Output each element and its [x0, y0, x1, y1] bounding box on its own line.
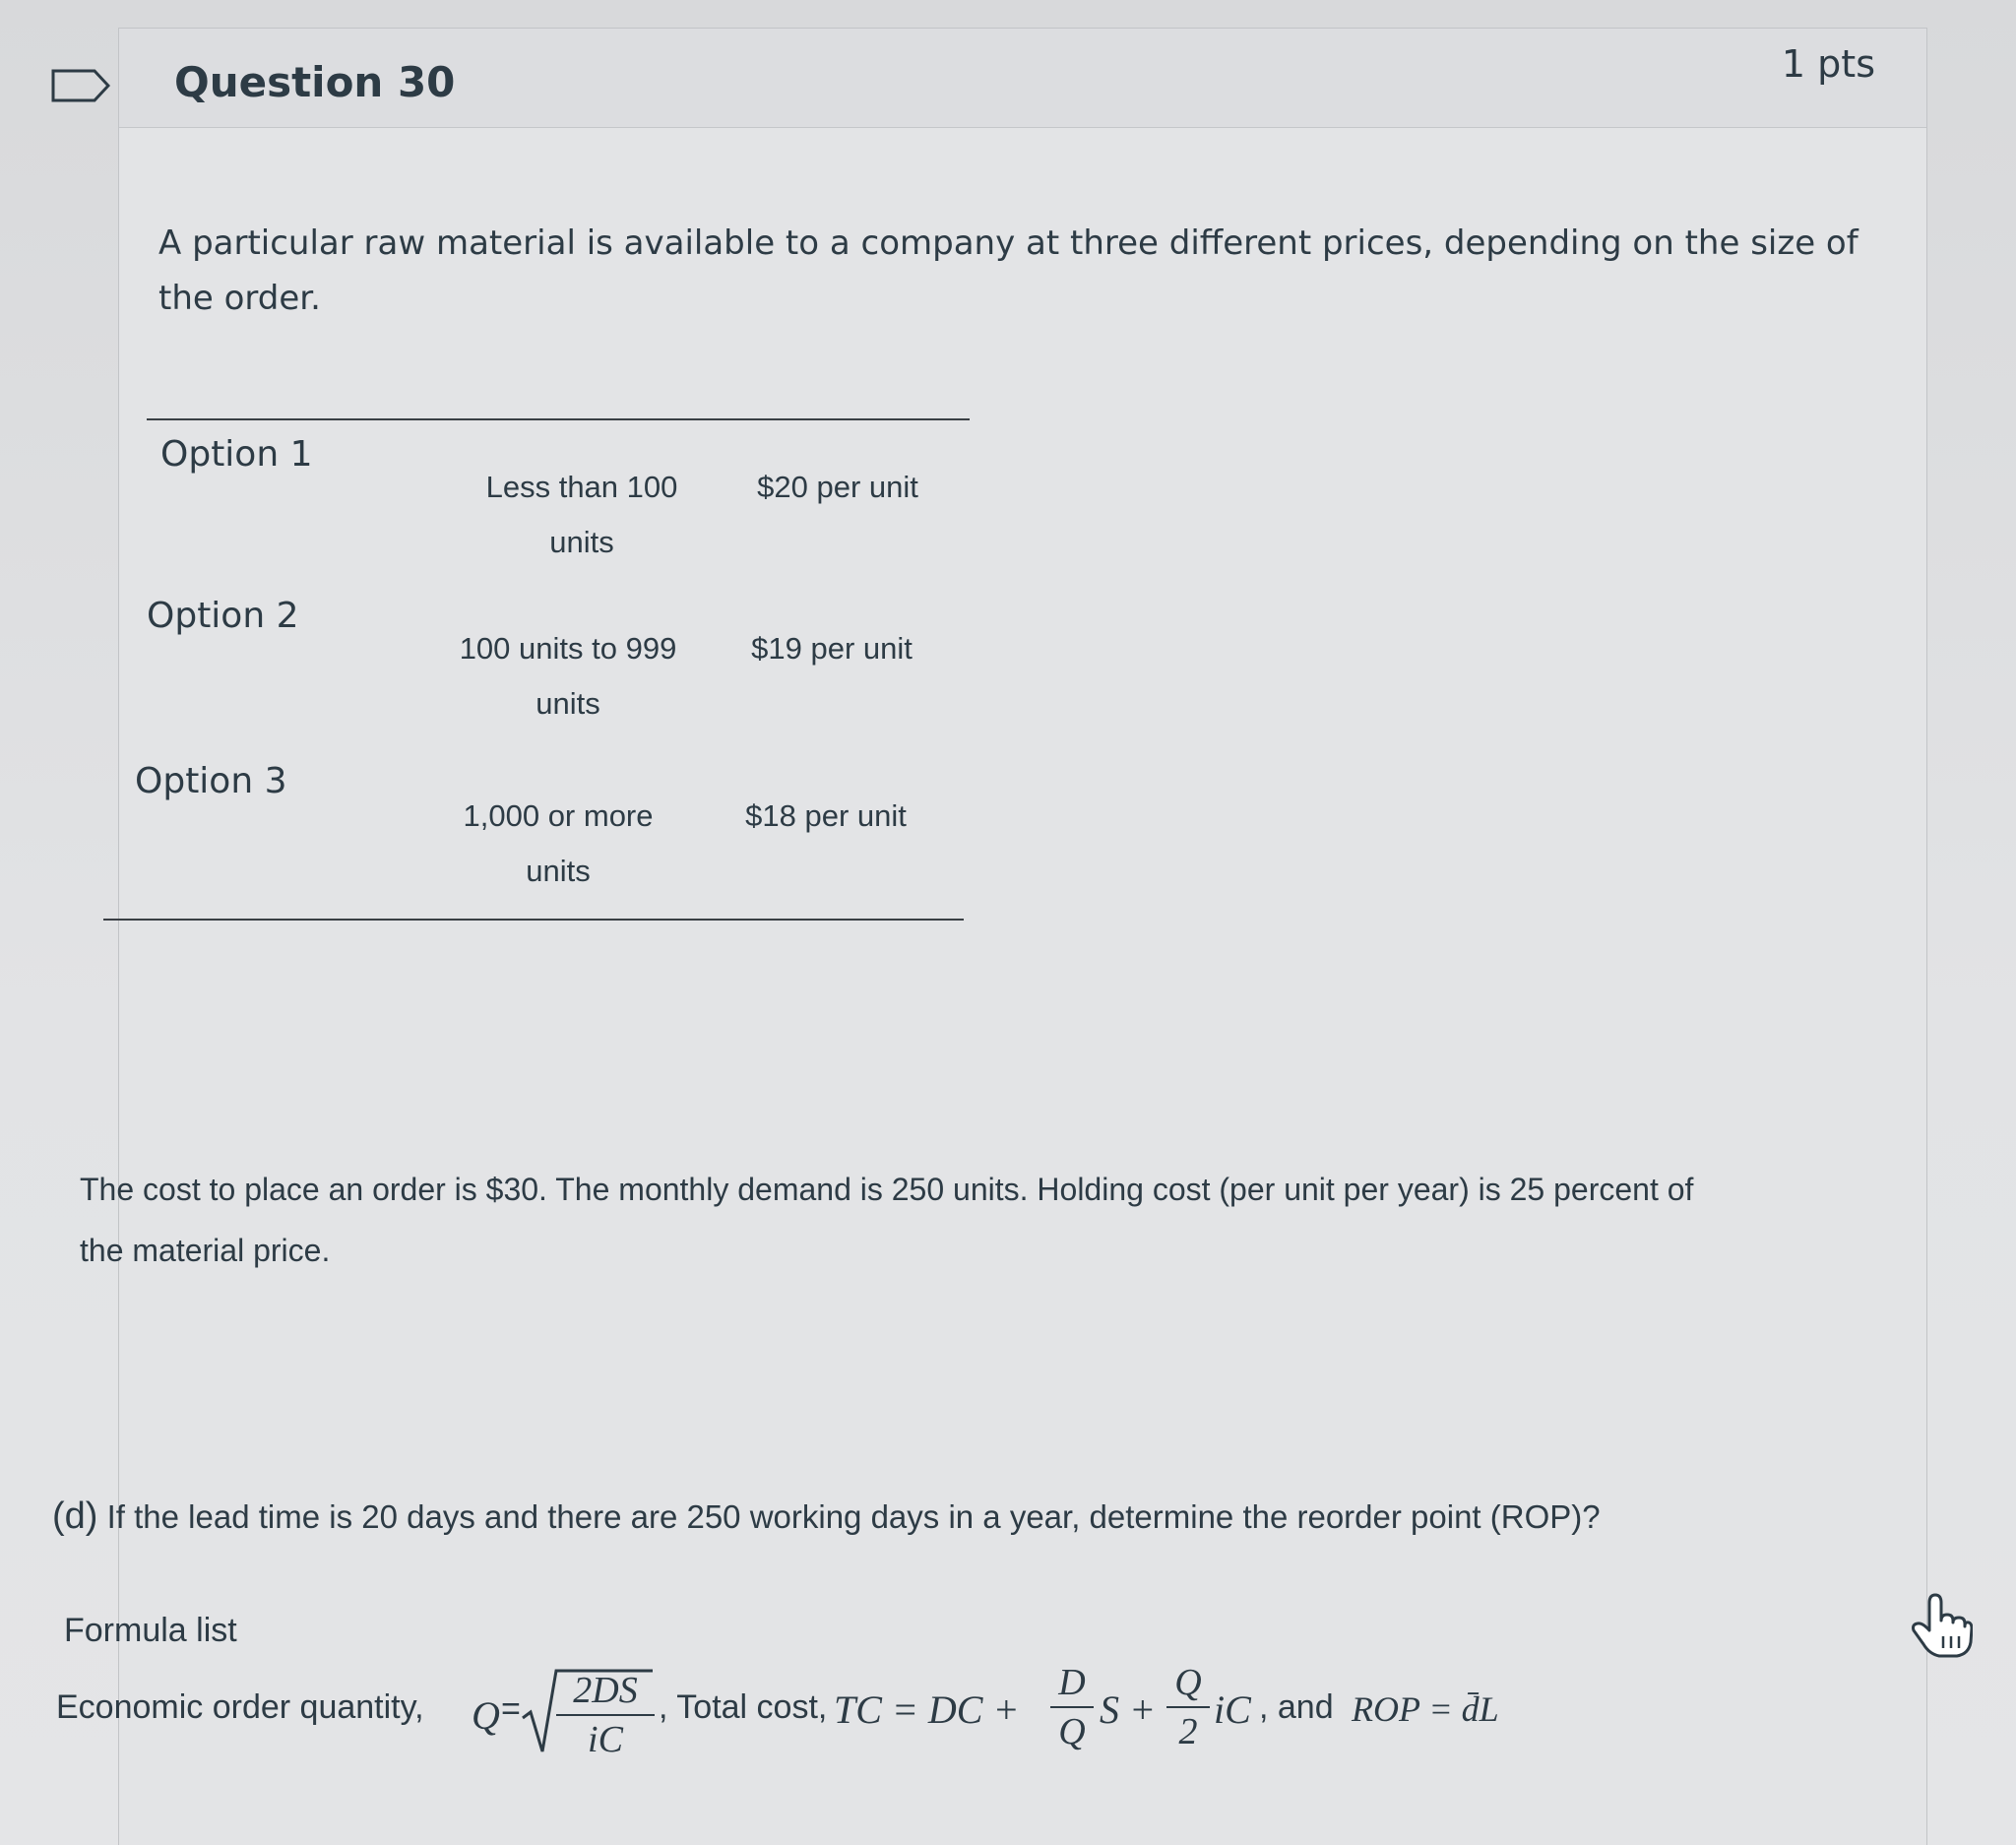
question-card	[52, 28, 1927, 1845]
eoq-fraction: 2DS iC	[556, 1669, 655, 1761]
total-cost-expr: TC = DC +	[834, 1687, 1020, 1732]
question-intro	[158, 216, 1911, 326]
total-cost-fraction-d-over-q: D Q	[1050, 1661, 1094, 1753]
rop-label: , and	[1259, 1688, 1334, 1726]
eoq-equals: =	[501, 1690, 521, 1728]
intro-line-2: the order.	[158, 279, 321, 318]
cost-line-1: The cost to place an order is $30. The monthly demand is 250 units. Holding cost (per unit per year) is 25 percent of	[80, 1172, 1694, 1207]
total-cost-s: S +	[1100, 1687, 1156, 1732]
option-label: Option 3	[135, 761, 287, 801]
cost-line-2: the material price.	[80, 1233, 331, 1268]
intro-line-1: A particular raw material is available to a company at three different prices, depending on the size of	[158, 223, 1858, 263]
part-d-question	[52, 1495, 1922, 1538]
rop-expr: ROP = d̄L	[1352, 1689, 1499, 1729]
cost-paragraph	[80, 1159, 1921, 1281]
option-price: $20 per unit	[757, 470, 918, 504]
option-label: Option 2	[147, 596, 299, 636]
option-label: Option 1	[160, 434, 313, 475]
eoq-lhs: Q	[472, 1693, 500, 1738]
question-title: Question 30	[174, 58, 456, 106]
hand-pointer-cursor-icon	[1910, 1591, 1973, 1660]
part-d-letter: (d)	[52, 1495, 98, 1537]
formula-line	[56, 1653, 1631, 1761]
question-header	[119, 29, 1926, 128]
option-range: Less than 100 units	[485, 470, 678, 559]
option-range: 100 units to 999 units	[459, 631, 677, 721]
bookmark-flag-icon[interactable]	[51, 69, 110, 102]
eoq-label: Economic order quantity,	[56, 1688, 424, 1726]
option-price: $19 per unit	[751, 631, 913, 666]
question-points: 1 pts	[1781, 42, 1875, 86]
option-price: $18 per unit	[745, 798, 907, 833]
total-cost-label: , Total cost,	[659, 1688, 828, 1726]
total-cost-ic: iC	[1214, 1687, 1251, 1732]
option-range: 1,000 or more units	[463, 798, 654, 888]
part-d-text: If the lead time is 20 days and there are 250 working days in a year, determine the reorder point (ROP)?	[97, 1498, 1601, 1535]
table-bottom-rule	[103, 919, 964, 921]
table-top-rule	[147, 418, 970, 420]
total-cost-fraction-q-over-2: Q 2	[1166, 1661, 1210, 1753]
formula-list-heading: Formula list	[64, 1612, 237, 1649]
